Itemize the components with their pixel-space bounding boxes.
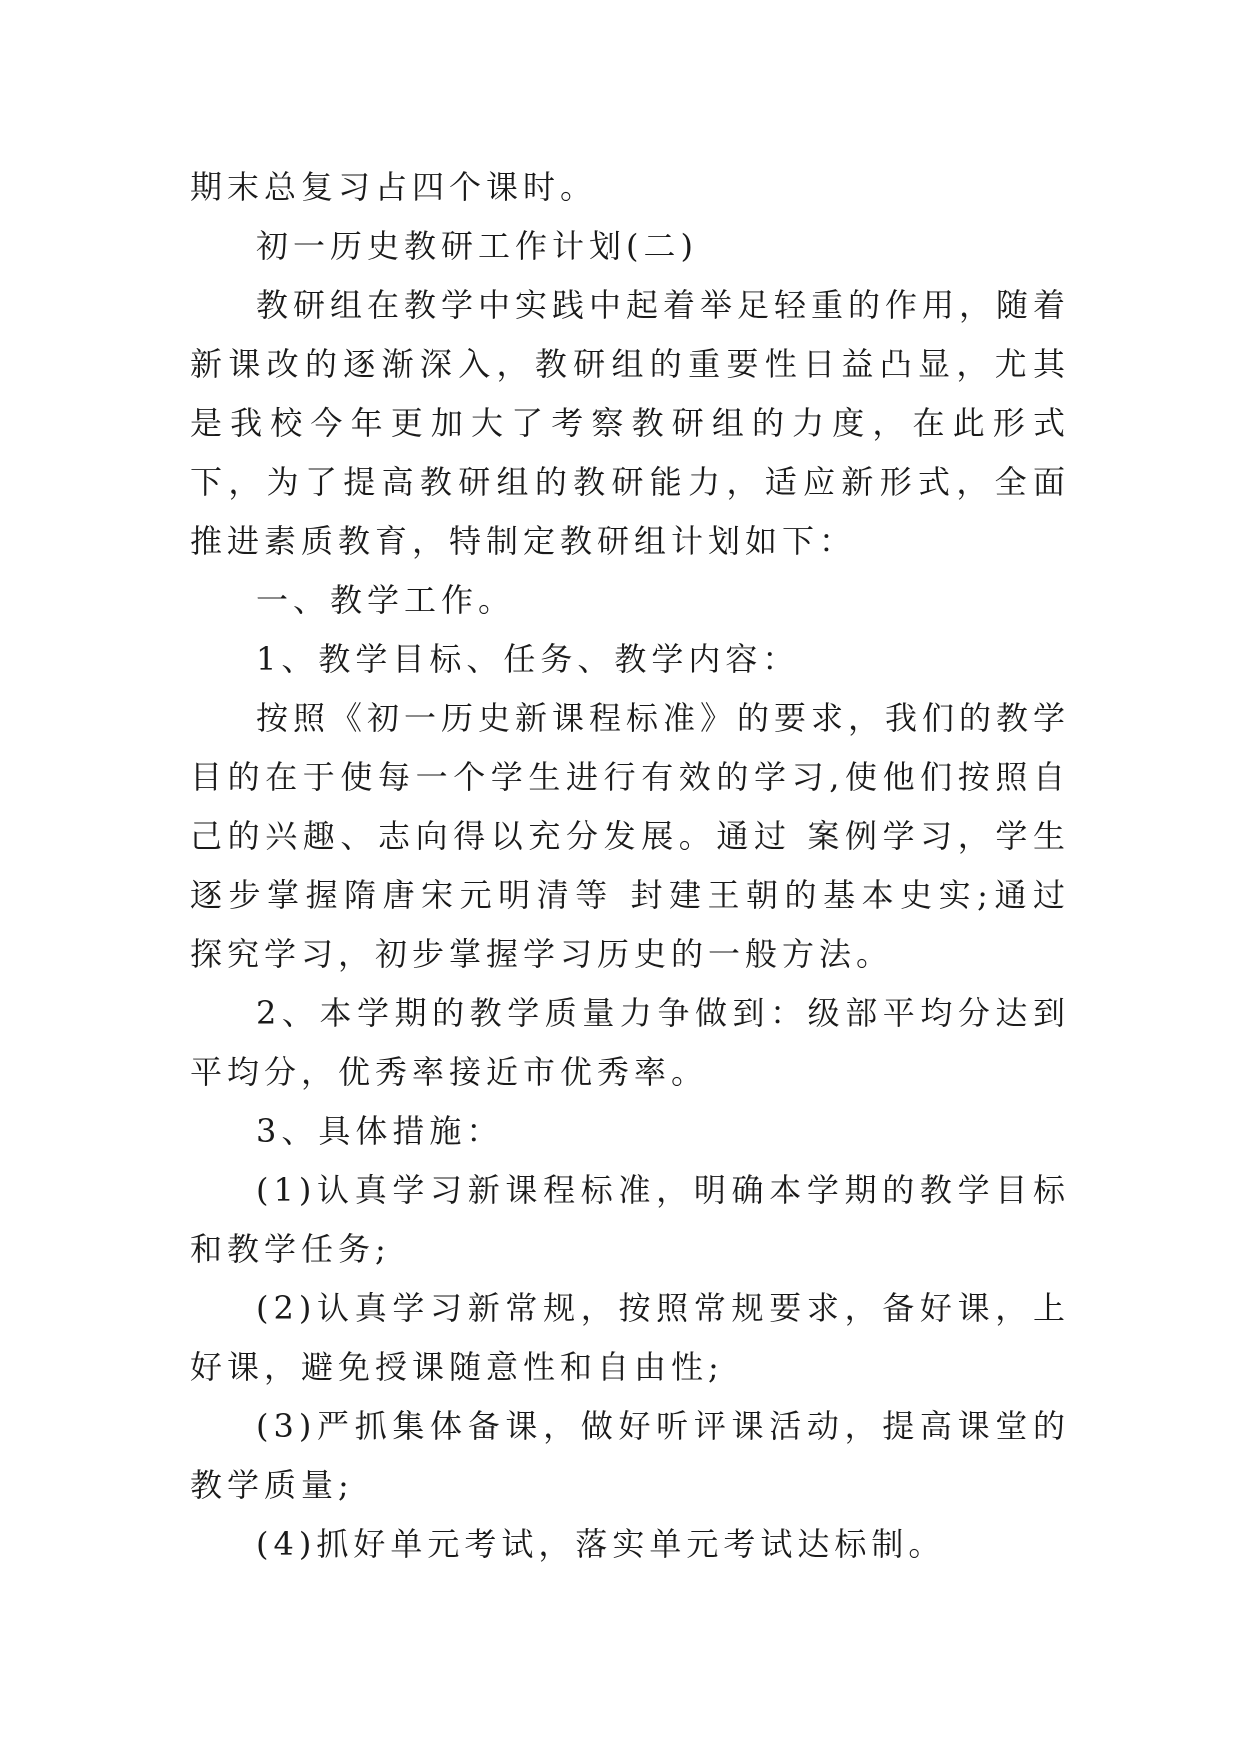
list-item: (3)严抓集体备课，做好听评课活动，提高课堂的教学质量; (190, 1407, 1070, 1504)
paragraph: 2、本学期的教学质量力争做到：级部平均分达到平均分，优秀率接近市优秀率。 (190, 994, 1070, 1091)
subsection-heading: 3、具体措施： (256, 1112, 504, 1150)
list-item: (1)认真学习新课程标准，明确本学期的教学目标和教学任务; (190, 1171, 1070, 1268)
subsection-heading: 1、教学目标、任务、教学内容： (256, 640, 800, 678)
list-item: (2)认真学习新常规，按照常规要求，备好课，上好课，避免授课随意性和自由性; (190, 1289, 1070, 1386)
paragraph: 教研组在教学中实践中起着举足轻重的作用，随着新课改的逐渐深入，教研组的重要性日益凸显，尤其是我校今年更加大了考察教研组的力度，在此形式下，为了提高教研组的教研能力，适应新形式，全面推进素质教育，特制定教研组计划如下： (190, 286, 1071, 560)
paragraph: 按照《初一历史新课程标准》的要求，我们的教学目的在于使每一个学生进行有效的学习,使他们按照自己的兴趣、志向得以充分发展。通过 案例学习，学生逐步掌握隋唐宋元明清等 封建王朝的基本史实;通过探究学习，初步掌握学习历史的一般方法。 (190, 699, 1071, 973)
section-heading: 初一历史教研工作计划(二) (256, 227, 698, 265)
list-item: (4)抓好单元考试，落实单元考试达标制。 (256, 1525, 946, 1563)
paragraph: 期末总复习占四个课时。 (190, 168, 598, 206)
document-body (190, 158, 1070, 1574)
section-heading: 一、教学工作。 (256, 581, 516, 619)
